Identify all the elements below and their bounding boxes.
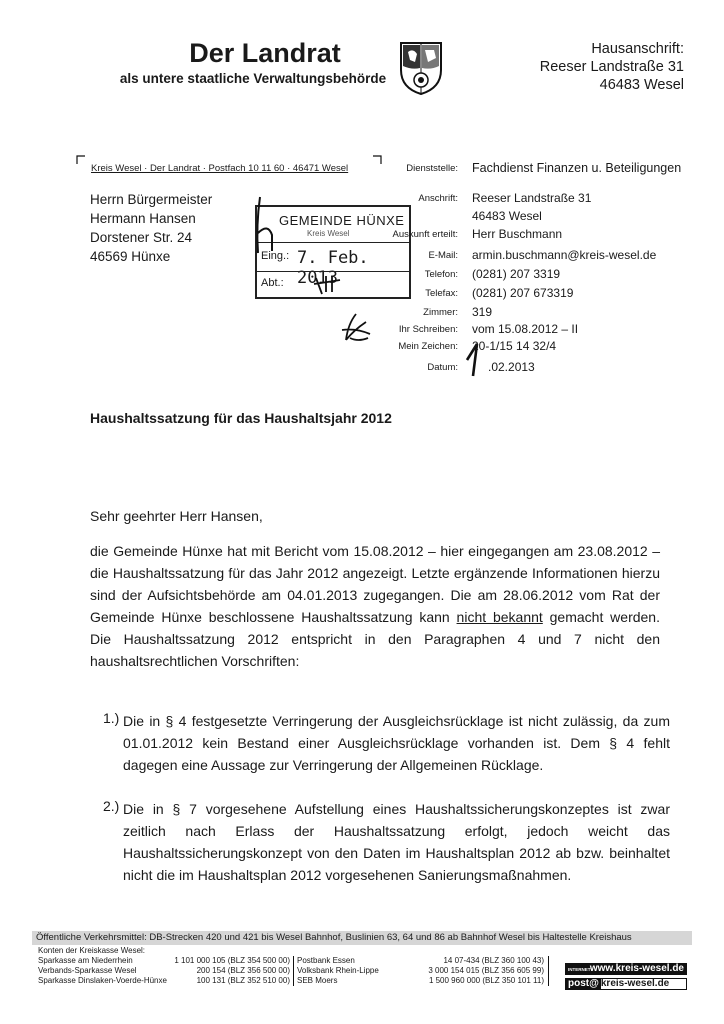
datum-label: Datum: xyxy=(427,362,458,373)
coat-of-arms-icon xyxy=(398,40,444,96)
sender-address xyxy=(540,40,684,94)
info-value: armin.buschmann@kreis-wesel.de xyxy=(472,248,657,262)
stamp-abt-label: Abt.: xyxy=(261,277,284,289)
internet-label: INTERNET xyxy=(568,967,591,972)
account-number: 1 101 000 105 (BLZ 354 500 00) xyxy=(174,956,290,965)
bank-name: Sparkasse Dinslaken-Voerde-Hünxe xyxy=(38,976,167,985)
info-label: Dienststelle: xyxy=(406,163,458,174)
recipient-line: 46569 Hünxe xyxy=(90,249,171,264)
body-underlined-text: nicht bekannt xyxy=(456,609,543,625)
list-item-number: 1.) xyxy=(103,710,120,726)
info-value: Reeser Landstraße 31 xyxy=(472,191,592,205)
datum-value: .02.2013 xyxy=(488,360,535,374)
stamp-date: 7. Feb. 2013 xyxy=(297,248,369,288)
corner-mark-left xyxy=(76,155,86,165)
account-list-left xyxy=(160,956,290,986)
recipient-line: Dorstener Str. 24 xyxy=(90,230,193,245)
letterhead-subtitle: als untere staatliche Verwaltungsbehörde xyxy=(119,71,387,86)
info-value: (0281) 207 3319 xyxy=(472,267,561,281)
account-number: 100 131 (BLZ 352 510 00) xyxy=(196,976,290,985)
info-value: Fachdienst Finanzen u. Beteiligungen xyxy=(472,161,682,175)
transit-info-bar: Öffentliche Verkehrsmittel: DB-Strecken 420 und 421 bis Wesel Bahnhof, Buslinien 63, 64 und 86 ab Bahnhof Wesel bis Haltestelle Kreishaus xyxy=(32,931,692,945)
recipient-address xyxy=(90,190,212,266)
bank-name: Volksbank Rhein-Lippe xyxy=(297,966,379,975)
bank-list-left xyxy=(38,956,167,986)
account-number: 200 154 (BLZ 356 500 00) xyxy=(196,966,290,975)
body-paragraph xyxy=(90,540,660,672)
sender-address-line: Reeser Landstraße 31 xyxy=(539,59,684,75)
body-text: gemacht werden. Die Haushaltssatzung 2012 entspricht in den Paragraphen 4 und 7 nicht den haushaltsrechtlichen Vorschriften: xyxy=(90,609,660,669)
salutation: Sehr geehrter Herr Hansen, xyxy=(90,508,263,524)
footer-divider xyxy=(293,956,294,986)
stamp-sub: Kreis Wesel xyxy=(307,229,350,238)
footer-divider xyxy=(548,956,549,986)
account-list-mid xyxy=(410,956,544,986)
stamp-eing-label: Eing.: xyxy=(261,250,290,262)
info-value: Herr Buschmann xyxy=(472,227,563,241)
return-address: Kreis Wesel · Der Landrat · Postfach 10 11 60 · 46471 Wesel xyxy=(91,163,349,174)
body-text: die Gemeinde Hünxe hat mit Bericht vom 15.08.2012 – hier eingegangen am 23.08.2012 – die Haushaltssatzung für das Jahr 2012 angezeigt. Letzte ergänzende Informationen hierzu sind der Aufsichtsbehörde am 04.01.2013 zugegangen. Die am 28.06.2012 vom Rat der Gemeinde Hünxe beschlossene Haushaltssatzung kann xyxy=(90,543,660,625)
info-value: 319 xyxy=(472,305,493,319)
sender-address-line: Hausanschrift: xyxy=(591,41,684,57)
email-link[interactable] xyxy=(565,978,687,990)
info-label: Telefax: xyxy=(425,288,458,299)
info-label: Anschrift: xyxy=(418,193,458,204)
list-item-text: Die in § 4 festgesetzte Verringerung der Ausgleichsrücklage ist nicht zulässig, da zum 01.01.2012 kein Bestand einer Ausgleichsrücklage vorhanden ist. Dem § 4 fehlt dagegen eine Aussage zur Verringerung der Allgemeinen Rücklage. xyxy=(123,713,670,773)
info-value: 20-1/15 14 32/4 xyxy=(472,339,557,353)
info-label: Telefon: xyxy=(424,269,458,280)
email-prefix: post@ xyxy=(568,978,599,989)
info-label: Zimmer: xyxy=(423,307,458,318)
accounts-heading: Konten der Kreiskasse Wesel: xyxy=(38,946,146,955)
info-value: vom 15.08.2012 – II xyxy=(472,322,579,336)
account-number: 1 500 960 000 (BLZ 350 101 11) xyxy=(428,976,544,985)
bank-name: Verbands-Sparkasse Wesel xyxy=(38,966,137,975)
bank-list-mid xyxy=(297,956,379,986)
letterhead-title: Der Landrat xyxy=(189,38,341,68)
recipient-line: Herrn Bürgermeister xyxy=(90,192,213,207)
website-link[interactable] xyxy=(565,963,687,975)
website-text: www.kreis-wesel.de xyxy=(589,963,684,974)
list-item-text: Die in § 7 vorgesehene Aufstellung eines Haushaltssicherungskonzeptes ist zwar zeitlich nach Erlass der Haushaltssatzung erfolgt, jedoch weicht das Haushaltssicherungskonzept von den Daten im Haushaltsplan 2012 ab bzw. beinhaltet nicht die im Haushaltsplan 2012 vorgesehenen Sanierungsmaßnahmen. xyxy=(123,801,670,883)
handwritten-mark-h xyxy=(250,195,280,255)
bank-name: Postbank Essen xyxy=(297,956,355,965)
bank-name: Sparkasse am Niederrhein xyxy=(38,956,133,965)
stamp-title: GEMEINDE HÜNXE xyxy=(279,213,405,228)
account-number: 3 000 154 015 (BLZ 356 605 99) xyxy=(428,966,544,975)
recipient-line: Hermann Hansen xyxy=(90,211,196,226)
account-number: 14 07-434 (BLZ 360 100 43) xyxy=(443,956,544,965)
info-value: 46483 Wesel xyxy=(472,209,542,223)
info-label: Ihr Schreiben: xyxy=(398,324,458,335)
info-label: Mein Zeichen: xyxy=(398,341,458,352)
info-label: E-Mail: xyxy=(428,250,458,261)
sender-address-line: 46483 Wesel xyxy=(599,77,684,93)
bank-name: SEB Moers xyxy=(297,976,338,985)
list-item-number: 2.) xyxy=(103,798,120,814)
email-domain: kreis-wesel.de xyxy=(600,978,670,989)
info-value: (0281) 207 673319 xyxy=(472,286,574,300)
info-label: Auskunft erteilt: xyxy=(392,229,458,240)
subject-line: Haushaltssatzung für das Haushaltsjahr 2012 xyxy=(90,410,392,426)
